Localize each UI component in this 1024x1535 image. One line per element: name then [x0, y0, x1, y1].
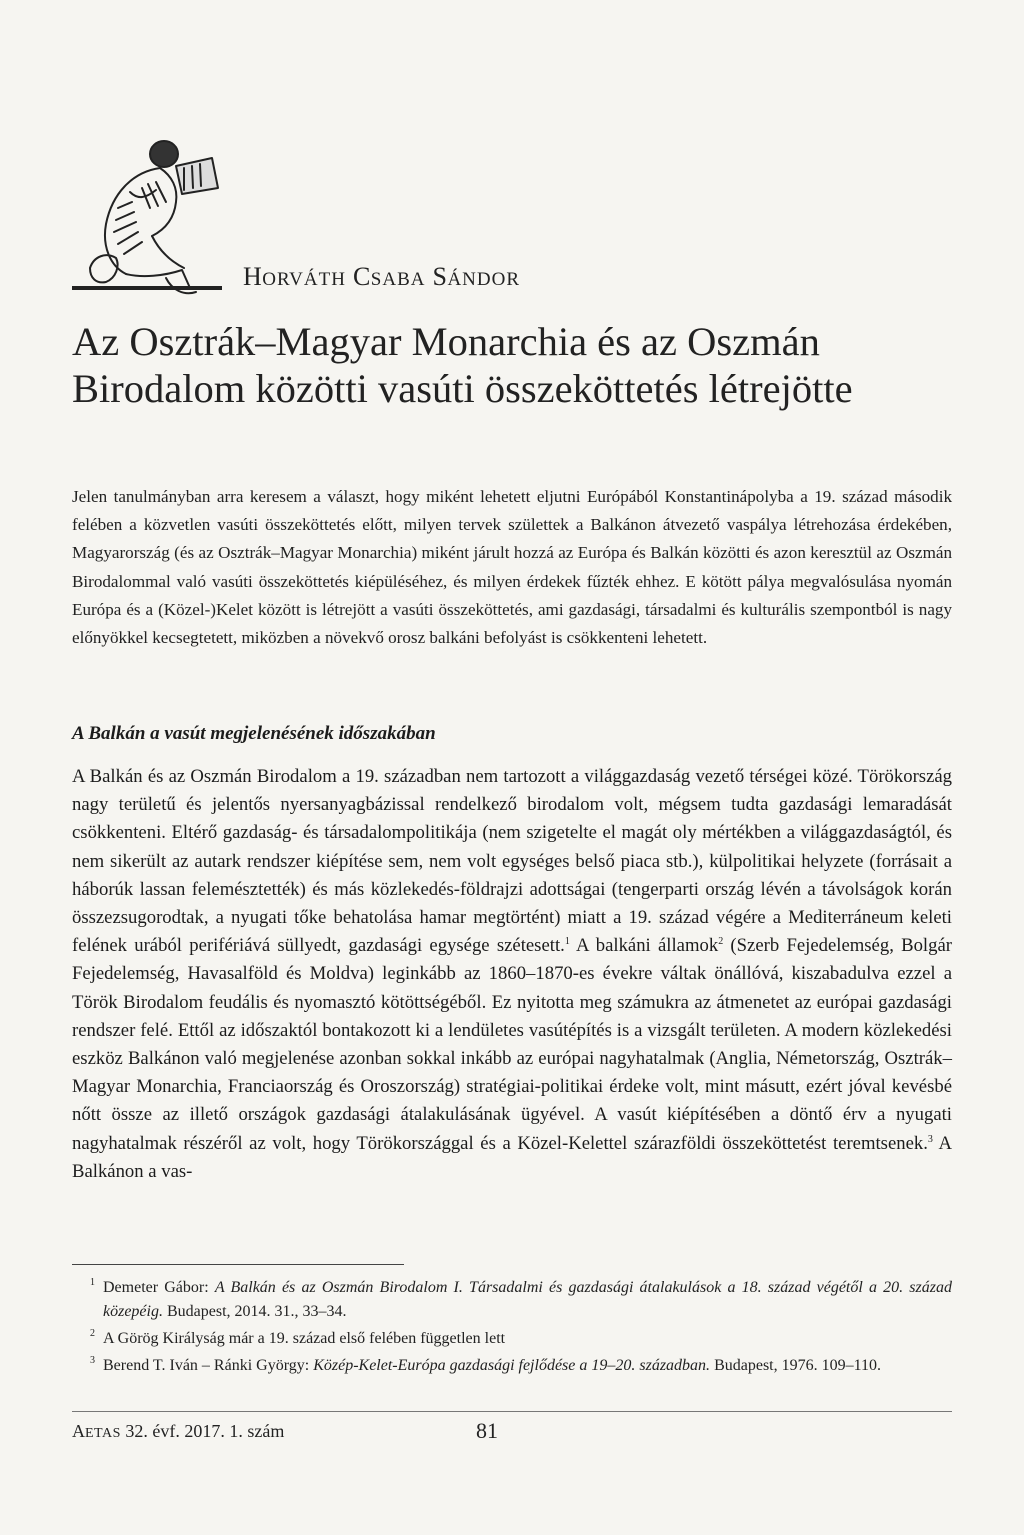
footnote-number: 1: [90, 1277, 95, 1288]
footnote-ref-1: 1: [564, 935, 570, 947]
footnote-text: Demeter Gábor: A Balkán és az Oszmán Birodalom I. Társadalmi és gazdasági átalakulások a 18. század végétől a 20. század közepéig. Budapest, 2014. 31., 33–34.: [103, 1279, 952, 1320]
footnote-ref-3: 3: [927, 1133, 933, 1145]
article-title: Az Osztrák–Magyar Monarchia és az Oszmán Birodalom közötti vasúti összeköttetés létrejötte: [72, 319, 853, 411]
author-name: HORVÁTH CSABA SÁNDOR: [243, 262, 520, 291]
body-paragraph: A Balkán és az Oszmán Birodalom a 19. században nem tartozott a világgazdaság vezető térségei közé. Törökország nagy területű és jelentős nyersanyagbázissal rendelkező birodalom volt, mégsem tudta gazdasági lemaradását csökkenteni. Eltérő gazdaság- és társadalompolitikája (nem szigetelte el magát oly mértékben a világgazdaságtól, és nem sikerült az autark rendszer kiépítése sem, nem volt egységes belső piaca stb.), külpolitikai helyzete (forrásait a háborúk lassan felemésztették) és más közlekedés-földrajzi adottságai (tengerparti ország lévén a távolságok korán összezsugorodtak, a nyugati tőke behatolása hamar megtörtént) miatt a 19. század végére a Mediterráneum keleti felének urából perifériává süllyedt, gazdasági egysége szétesett.$^1$ A balkáni államok$^2$ (Szerb Fejedelemség, Bolgár Fejedelemség, Havasalföld és Moldva) leginkább az 1860–1870-es évekre váltak önállóvá, kiszabadulva ezzel a Török Birodalom feudális és nyomasztó kötöttségéből. Ez nyitotta meg számukra az átmenetet az európai gazdasági rendszer felé. Ettől az időszaktól bontakozott ki a lendületes vasútépítés is a vizsgált területen. A modern közlekedési eszköz Balkánon való megjelenése azonban sokkal inkább az európai nagyhatalmak (Anglia, Németország, Osztrák–Magyar Monarchia, Franciaország és Oroszország) stratégiai-politikai érdeke volt, mint másutt, ezért jóval kevésbé nőtt össze az illető országok gazdasági átalakulásának ügyével. A vasút kiépítésében a döntő érv a nyugati nagyhatalmak részéről az volt, hogy Törökországgal és a Közel-Kelettel szárazföldi összeköttetést teremtsenek.$^3$ A Balkánon a vas-: [72, 766, 952, 1182]
footnote-number: 2: [90, 1328, 95, 1339]
footnote-item: [72, 1276, 952, 1324]
footer-rule: [72, 1411, 952, 1412]
footnote-number: 3: [90, 1355, 95, 1366]
footnote-item: [72, 1327, 952, 1351]
footnotes: [72, 1276, 952, 1381]
footnote-separator: [72, 1264, 404, 1265]
abstract-paragraph: Jelen tanulmányban arra keresem a választ, hogy miként lehetett eljutni Európából Konstantinápolyba a 19. század második felében a közvetlen vasúti összeköttetés előtt, milyen tervek születtek a Balkánon átvezető vaspálya létrehozása érdekében, Magyarország (és az Osztrák–Magyar Monarchia) miként járult hozzá az Európa és Balkán közötti és azon keresztül az Oszmán Birodalommal való vasúti összeköttetés kiépüléséhez, és milyen érdekek fűzték ehhez. E kötött pálya megvalósulása nyomán Európa és a (Közel-)Kelet között is létrejött a vasúti összeköttetés, ami gazdasági, társadalmi és kulturális szempontból is nagy előnyökkel kecsegtetett, miközben a növekvő orosz balkáni befolyást is csökkenteni lehetett.: [72, 487, 952, 648]
page-number: 81: [476, 1418, 498, 1443]
journal-citation: AETAS 32. évf. 2017. 1. szám: [72, 1421, 285, 1441]
footnote-text: Berend T. Iván – Ránki György: Közép-Kelet-Európa gazdasági fejlődése a 19–20. században. Budapest, 1976. 109–110.: [103, 1357, 882, 1374]
footnote-ref-2: 2: [718, 935, 724, 947]
reading-figure-logo-icon: [72, 128, 222, 300]
section-heading: A Balkán a vasút megjelenésének időszakában: [72, 723, 436, 744]
footnote-item: [72, 1354, 952, 1378]
footnote-text: A Görög Királyság már a 19. század első felében független lett: [103, 1330, 506, 1347]
